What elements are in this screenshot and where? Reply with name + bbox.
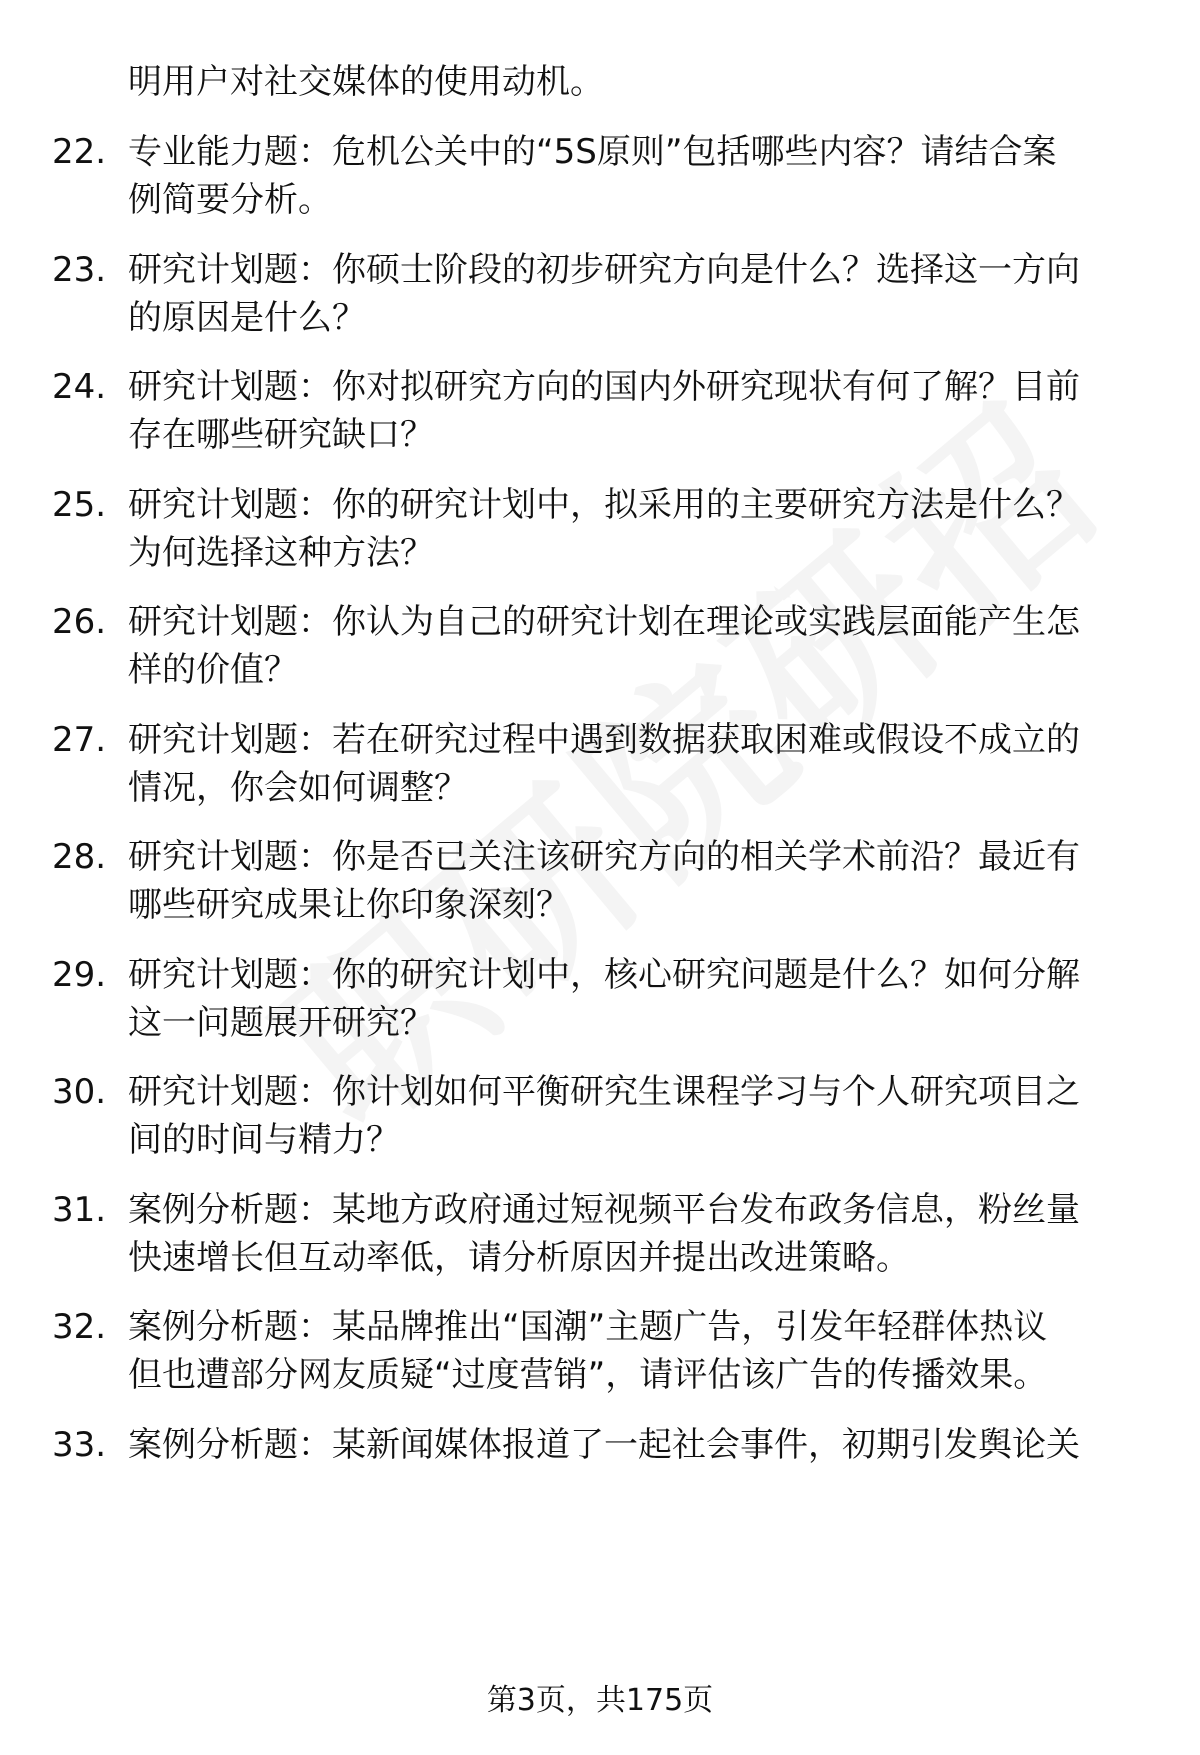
question-text-line: 案例分析题：某品牌推出“国潮”主题广告，引发年轻群体热议 [128, 1307, 1048, 1347]
question-text-line: 研究计划题：你的研究计划中，核心研究问题是什么？如何分解 [128, 955, 1080, 995]
question-number: 33. [52, 1425, 107, 1465]
question-number: 31. [52, 1190, 107, 1230]
question-text-line: 研究计划题：你的研究计划中，拟采用的主要研究方法是什么？ [128, 485, 1080, 525]
question-text-line: 存在哪些研究缺口？ [128, 415, 434, 455]
question-text-line: 研究计划题：你计划如何平衡研究生课程学习与个人研究项目之 [128, 1072, 1080, 1112]
question-number: 26. [52, 602, 107, 642]
question-text-line: 为何选择这种方法？ [128, 533, 434, 573]
question-text-line: 研究计划题：你对拟研究方向的国内外研究现状有何了解？目前 [128, 367, 1080, 407]
question-number: 30. [52, 1072, 107, 1112]
question-text-line: 研究计划题：你认为自己的研究计划在理论或实践层面能产生怎 [128, 602, 1080, 642]
question-number: 32. [52, 1307, 107, 1347]
question-text-line: 样的价值？ [128, 650, 298, 690]
question-number: 29. [52, 955, 107, 995]
question-number: 24. [52, 367, 107, 407]
intro-line: 明用户对社交媒体的使用动机。 [128, 62, 604, 102]
question-text-line: 这一问题展开研究？ [128, 1003, 434, 1043]
question-text-line: 研究计划题：你是否已关注该研究方向的相关学术前沿？最近有 [128, 837, 1080, 877]
question-text-line: 快速增长但互动率低，请分析原因并提出改进策略。 [128, 1238, 910, 1278]
question-text-line: 但也遭部分网友质疑“过度营销”，请评估该广告的传播效果。 [128, 1355, 1048, 1395]
question-text-line: 间的时间与精力？ [128, 1120, 400, 1160]
question-number: 22. [52, 132, 107, 172]
question-number: 27. [52, 720, 107, 760]
question-text-line: 研究计划题：你硕士阶段的初步研究方向是什么？选择这一方向 [128, 250, 1080, 290]
question-text-line: 的原因是什么？ [128, 298, 366, 338]
question-text-line: 哪些研究成果让你印象深刻？ [128, 885, 570, 925]
question-text-line: 案例分析题：某地方政府通过短视频平台发布政务信息，粉丝量 [128, 1190, 1080, 1230]
question-text-line: 专业能力题：危机公关中的“5S原则”包括哪些内容？请结合案 [128, 132, 1057, 172]
question-text-line: 例简要分析。 [128, 180, 332, 220]
question-number: 28. [52, 837, 107, 877]
question-number: 23. [52, 250, 107, 290]
question-number: 25. [52, 485, 107, 525]
question-text-line: 案例分析题：某新闻媒体报道了一起社会事件，初期引发舆论关 [128, 1425, 1080, 1465]
question-text-line: 研究计划题：若在研究过程中遇到数据获取困难或假设不成立的 [128, 720, 1080, 760]
page-footer: 第3页，共175页 [486, 1683, 714, 1718]
question-text-line: 情况，你会如何调整？ [128, 768, 468, 808]
